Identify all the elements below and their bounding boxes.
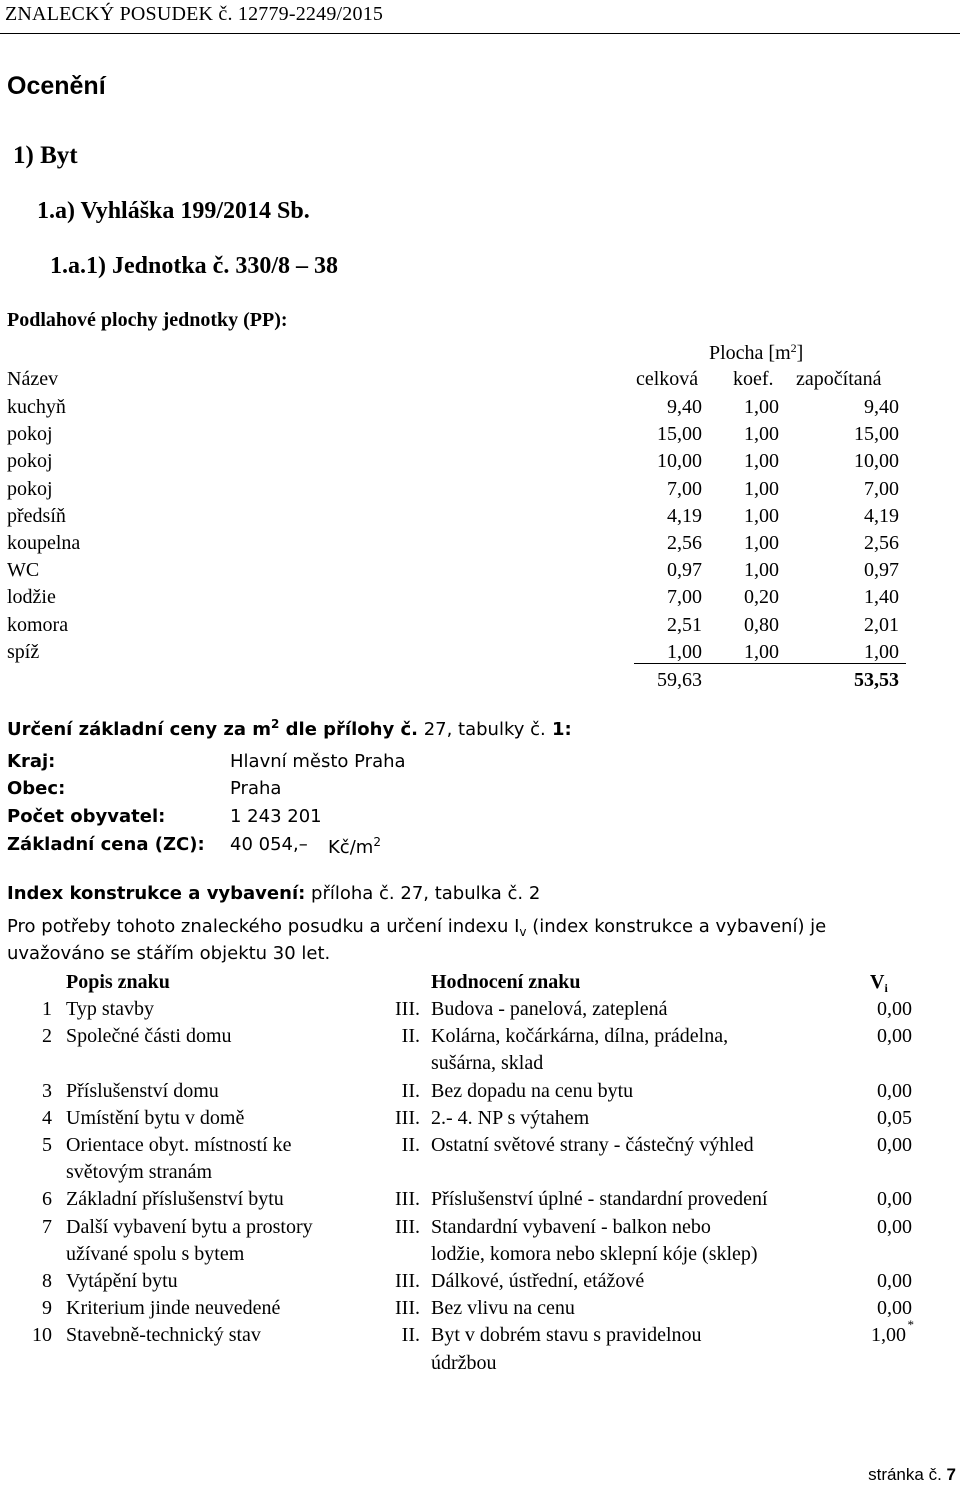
section-heading-1: 1) Byt — [13, 142, 78, 169]
index-row-eval: Bez vlivu na cenu — [431, 1297, 575, 1320]
index-row-grade: II. — [401, 1324, 420, 1347]
area-row-counted: 10,00 — [854, 450, 899, 473]
index-row-desc: Umístění bytu v domě — [66, 1106, 245, 1129]
index-row-desc: Orientace obyt. místností ke — [66, 1134, 292, 1156]
index-row-grade: III. — [395, 1270, 420, 1292]
area-row-counted: 1,00 — [864, 640, 899, 663]
section-heading-1a: 1.a) Vyhláška 199/2014 Sb. — [37, 198, 310, 224]
area-col-coef: koef. — [733, 368, 774, 390]
area-col-counted: započítaná — [796, 368, 882, 390]
area-row-coef: 1,00 — [744, 423, 779, 446]
kraj-label: Kraj: — [7, 751, 56, 772]
area-row-counted: 9,40 — [864, 396, 899, 418]
index-row-desc: Stavebně-technický stav — [66, 1324, 261, 1347]
index-row-number: 2 — [42, 1025, 52, 1048]
index-row-number: 7 — [42, 1215, 52, 1238]
index-row-value: 0,00 — [877, 1025, 912, 1048]
obec-label: Obec: — [7, 778, 66, 799]
area-row-counted: 0,97 — [864, 559, 899, 582]
area-col-total: celková — [636, 368, 699, 390]
index-row-grade: III. — [395, 998, 420, 1020]
index-row-eval: Dálkové, ústřední, etážové — [431, 1270, 645, 1292]
area-row-total: 10,00 — [657, 450, 702, 473]
area-row-name: komora — [7, 613, 69, 636]
area-row-total: 7,00 — [667, 477, 702, 500]
index-row-number: 10 — [32, 1324, 52, 1347]
index-row-number: 9 — [42, 1297, 52, 1320]
area-col-name: Název — [7, 368, 59, 390]
index-row-value: 0,00 — [877, 1079, 912, 1102]
area-row-coef: 0,80 — [744, 613, 779, 636]
area-row-coef: 1,00 — [744, 477, 779, 500]
index-row-value: 0,00 — [877, 998, 912, 1020]
area-sum-total: 59,63 — [657, 669, 702, 691]
area-row-name: lodžie — [7, 586, 56, 609]
area-row-counted: 4,19 — [864, 504, 899, 527]
index-heading: Index konstrukce a vybavení: příloha č. 27, tabulka č. 2 — [7, 883, 541, 904]
area-row-coef: 1,00 — [744, 504, 779, 527]
base-price-unit: $Kč/m^2$ — [328, 835, 381, 858]
index-col-desc: Popis znaku — [66, 971, 170, 993]
base-price-label: Základní cena (ZC): — [7, 834, 205, 855]
index-row-number: 8 — [42, 1270, 52, 1292]
index-row-footnote-mark: * — [907, 1317, 914, 1333]
area-row-name: pokoj — [7, 450, 53, 473]
floor-area-subtitle: Podlahové plochy jednotky (PP): — [7, 309, 288, 331]
section-heading-1a1: 1.a.1) Jednotka č. 330/8 – 38 — [50, 253, 338, 279]
area-row-counted: 1,40 — [864, 586, 899, 609]
index-row-value: 0,05 — [877, 1106, 912, 1129]
area-row-total: 1,00 — [667, 640, 702, 663]
index-paragraph-line1: Pro potřeby tohoto znaleckého posudku a určení indexu $I_v$ (index konstrukce a vybavení) je — [7, 916, 827, 939]
index-row-value: 1,00 — [871, 1324, 906, 1347]
base-price-value: 40 054,– — [230, 834, 308, 855]
index-row-eval: Bez dopadu na cenu bytu — [431, 1079, 634, 1102]
index-row-desc: Typ stavby — [66, 998, 155, 1020]
header-divider — [0, 33, 960, 34]
page-footer: stránka č. 7 — [868, 1465, 956, 1484]
index-row-eval: Příslušenství úplné - standardní provedení — [431, 1188, 768, 1211]
index-row-number: 6 — [42, 1188, 52, 1211]
index-row-number: 1 — [42, 998, 52, 1020]
area-row-total: 9,40 — [667, 396, 702, 418]
index-row-desc: Základní příslušenství bytu — [66, 1188, 284, 1211]
area-row-coef: 1,00 — [744, 559, 779, 582]
index-row-eval: údržbou — [431, 1351, 497, 1374]
index-row-grade: II. — [401, 1134, 420, 1156]
index-row-value: 0,00 — [877, 1188, 912, 1211]
area-row-coef: 1,00 — [744, 640, 779, 663]
area-row-counted: 2,56 — [864, 532, 899, 554]
index-row-desc: Společné části domu — [66, 1025, 232, 1048]
index-row-eval: lodžie, komora nebo sklepní kóje (sklep) — [431, 1242, 758, 1265]
area-row-counted: 7,00 — [864, 477, 899, 500]
index-row-eval: Kolárna, kočárkárna, dílna, prádelna, — [431, 1025, 729, 1048]
area-row-total: 2,56 — [667, 532, 702, 554]
area-row-coef: 1,00 — [744, 532, 779, 554]
area-row-coef: 1,00 — [744, 396, 779, 418]
index-row-desc: Vytápění bytu — [66, 1270, 178, 1292]
index-row-desc: Kriterium jinde neuvedené — [66, 1297, 281, 1320]
index-row-desc: Příslušenství domu — [66, 1079, 219, 1102]
index-row-eval: sušárna, sklad — [431, 1052, 544, 1075]
area-row-name: WC — [7, 559, 40, 582]
population-value: 1 243 201 — [230, 806, 322, 827]
obec-value: Praha — [230, 778, 282, 799]
index-col-eval: Hodnocení znaku — [431, 971, 581, 993]
index-paragraph-line2: uvažováno se stářím objektu 30 let. — [7, 943, 331, 964]
area-row-coef: 0,20 — [744, 586, 779, 609]
index-row-desc: světovým stranám — [66, 1161, 213, 1184]
area-header-group: Plocha $[m^2]$ — [709, 341, 804, 364]
index-row-value: 0,00 — [877, 1215, 912, 1238]
index-row-grade: III. — [395, 1215, 420, 1238]
index-row-value: 0,00 — [877, 1134, 912, 1156]
index-row-value: 0,00 — [877, 1297, 912, 1320]
index-col-v: $V_i$ — [870, 971, 888, 995]
index-row-eval: 2.- 4. NP s výtahem — [431, 1106, 590, 1129]
area-row-total: 7,00 — [667, 586, 702, 609]
index-row-grade: II. — [401, 1079, 420, 1102]
index-row-number: 4 — [42, 1106, 52, 1129]
area-sum-counted: 53,53 — [854, 669, 899, 691]
area-row-total: 0,97 — [667, 559, 702, 582]
kraj-value: Hlavní město Praha — [230, 751, 406, 772]
area-row-counted: 2,01 — [864, 613, 899, 636]
index-row-number: 3 — [42, 1079, 52, 1102]
index-row-value: 0,00 — [877, 1270, 912, 1292]
index-row-eval: Ostatní světové strany - částečný výhled — [431, 1134, 754, 1156]
area-row-name: koupelna — [7, 532, 81, 554]
index-row-desc: užívané spolu s bytem — [66, 1242, 245, 1265]
area-row-name: předsíň — [7, 504, 66, 527]
area-row-name: pokoj — [7, 423, 53, 446]
page-title: Ocenění — [7, 72, 106, 100]
index-row-desc: Další vybavení bytu a prostory — [66, 1215, 313, 1238]
index-row-eval: Budova - panelová, zateplená — [431, 998, 668, 1020]
index-row-grade: III. — [395, 1188, 420, 1211]
population-label: Počet obyvatel: — [7, 806, 166, 827]
area-row-name: spíž — [7, 640, 40, 663]
area-row-coef: 1,00 — [744, 450, 779, 473]
area-row-name: kuchyň — [7, 396, 66, 418]
document-header: ZNALECKÝ POSUDEK č. 12779-2249/2015 — [5, 3, 384, 25]
area-sum-rule — [634, 663, 906, 664]
index-row-grade: III. — [395, 1297, 420, 1320]
index-row-grade: III. — [395, 1106, 420, 1129]
index-row-grade: II. — [401, 1025, 420, 1048]
area-row-total: 15,00 — [657, 423, 702, 446]
base-price-heading: Určení základní ceny za $m^2$ dle přílohy č. 27, tabulky č. 1: — [7, 717, 572, 740]
area-row-total: 4,19 — [667, 504, 702, 527]
index-row-number: 5 — [42, 1134, 52, 1156]
area-row-total: 2,51 — [667, 613, 702, 636]
index-row-eval: Byt v dobrém stavu s pravidelnou — [431, 1324, 702, 1347]
area-row-counted: 15,00 — [854, 423, 899, 446]
index-row-eval: Standardní vybavení - balkon nebo — [431, 1215, 711, 1238]
area-row-name: pokoj — [7, 477, 53, 500]
